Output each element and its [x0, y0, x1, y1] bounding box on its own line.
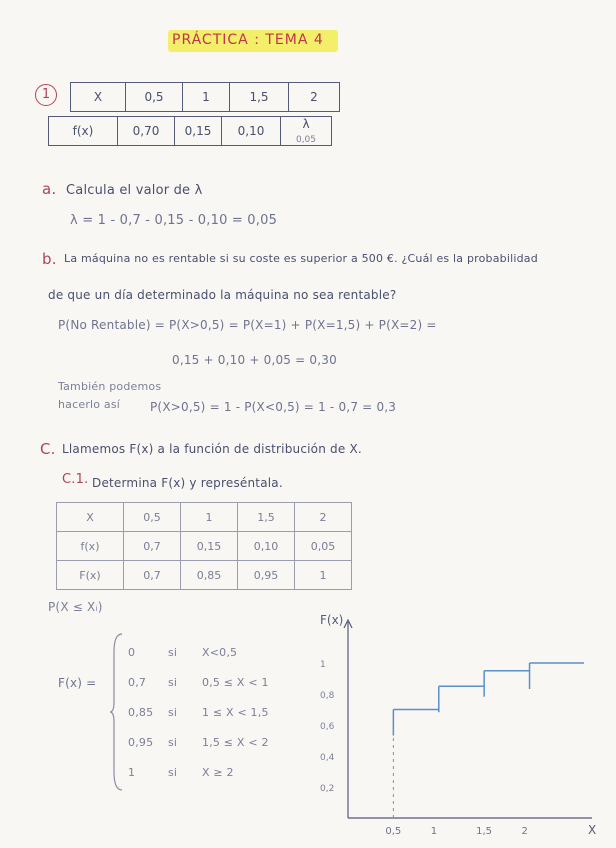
y-tick-0: 0,2	[320, 784, 335, 794]
cumulative-note: P(X ≤ Xᵢ)	[48, 600, 103, 614]
t2-x-1: 0,5	[124, 503, 181, 532]
t2-f-2: 0,15	[181, 532, 238, 561]
lambda-note: 0,05	[295, 135, 317, 145]
t2-f-header: f(x)	[57, 532, 124, 561]
probability-table-bottom	[48, 116, 332, 146]
cell-x-4: 2	[289, 83, 340, 112]
part-c1-text: Determina F(x) y represéntala.	[92, 476, 283, 490]
t2-x-2: 1	[181, 503, 238, 532]
piecewise-si-1: si	[168, 676, 178, 689]
piecewise-value-3: 0,95	[128, 736, 154, 749]
y-tick-4: 1	[320, 660, 326, 670]
t2-F-1: 0,7	[124, 561, 181, 590]
part-b-line2: de que un día determinado la máquina no sea rentable?	[48, 288, 397, 302]
x-tick-0: 0,5	[385, 826, 402, 837]
cell-f-lambda	[281, 117, 332, 146]
part-c-text: Llamemos F(x) a la función de distribución de X.	[62, 442, 362, 456]
x-tick-1: 1	[430, 826, 438, 837]
cell-f-header: f(x)	[49, 117, 118, 146]
piecewise-lhs: F(x) =	[58, 676, 97, 690]
part-b-label: b.	[42, 250, 57, 268]
t2-F-3: 0,95	[238, 561, 295, 590]
x-tick-3: 2	[521, 826, 528, 837]
piecewise-cond-3: 1,5 ≤ X < 2	[202, 736, 269, 749]
piecewise-brace	[110, 632, 124, 792]
t2-f-4: 0,05	[295, 532, 352, 561]
distribution-table	[56, 502, 352, 590]
t2-f-3: 0,10	[238, 532, 295, 561]
cell-x-2: 1	[183, 83, 230, 112]
y-axis-label: F(x)	[320, 613, 344, 627]
lambda-symbol: λ	[302, 117, 310, 131]
x-tick-2: 1,5	[476, 826, 493, 837]
piecewise-si-0: si	[168, 646, 178, 659]
y-tick-2: 0,6	[320, 722, 335, 732]
exercise-number: 1	[35, 84, 57, 106]
part-c-label: C.	[40, 440, 56, 458]
cell-f-1: 0,70	[118, 117, 175, 146]
part-a-label: a.	[42, 180, 57, 198]
cell-f-3: 0,10	[222, 117, 281, 146]
part-c1-label: C.1.	[62, 472, 89, 487]
cell-f-2: 0,15	[175, 117, 222, 146]
t2-x-header: X	[57, 503, 124, 532]
part-b-line1: La máquina no es rentable si su coste es superior a 500 €. ¿Cuál es la probabilidad	[64, 252, 538, 265]
x-axis-label: X	[588, 823, 597, 837]
cell-x-3: 1,5	[230, 83, 289, 112]
cell-x-header: X	[71, 83, 126, 112]
piecewise-cond-2: 1 ≤ X < 1,5	[202, 706, 269, 719]
part-a-calc: λ = 1 - 0,7 - 0,15 - 0,10 = 0,05	[70, 213, 278, 228]
t2-f-1: 0,7	[124, 532, 181, 561]
t2-F-4: 1	[295, 561, 352, 590]
part-b-alt2: hacerlo así	[58, 398, 121, 411]
piecewise-si-2: si	[168, 706, 178, 719]
part-a-text: Calcula el valor de λ	[66, 183, 203, 198]
piecewise-value-2: 0,85	[128, 706, 154, 719]
y-tick-1: 0,4	[320, 753, 335, 763]
part-b-alt-calc: P(X>0,5) = 1 - P(X<0,5) = 1 - 0,7 = 0,3	[150, 400, 397, 414]
piecewise-value-1: 0,7	[128, 676, 147, 689]
page-title: PRÁCTICA : TEMA 4	[172, 32, 324, 48]
part-b-calc2: 0,15 + 0,10 + 0,05 = 0,30	[172, 353, 337, 367]
t2-F-2: 0,85	[181, 561, 238, 590]
cdf-step-chart	[300, 613, 600, 844]
t2-F-header: F(x)	[57, 561, 124, 590]
piecewise-si-3: si	[168, 736, 178, 749]
piecewise-cond-0: X<0,5	[202, 646, 238, 659]
piecewise-cond-1: 0,5 ≤ X < 1	[202, 676, 269, 689]
t2-x-3: 1,5	[238, 503, 295, 532]
piecewise-value-4: 1	[128, 766, 136, 779]
probability-table-top	[70, 82, 340, 112]
cell-x-1: 0,5	[126, 83, 183, 112]
part-b-calc1: P(No Rentable) = P(X>0,5) = P(X=1) + P(X=1,5) + P(X=2) =	[58, 318, 437, 332]
y-tick-3: 0,8	[320, 691, 335, 701]
piecewise-si-4: si	[168, 766, 178, 779]
t2-x-4: 2	[295, 503, 352, 532]
part-b-alt1: También podemos	[58, 380, 162, 393]
piecewise-value-0: 0	[128, 646, 136, 659]
piecewise-cond-4: X ≥ 2	[202, 766, 234, 779]
